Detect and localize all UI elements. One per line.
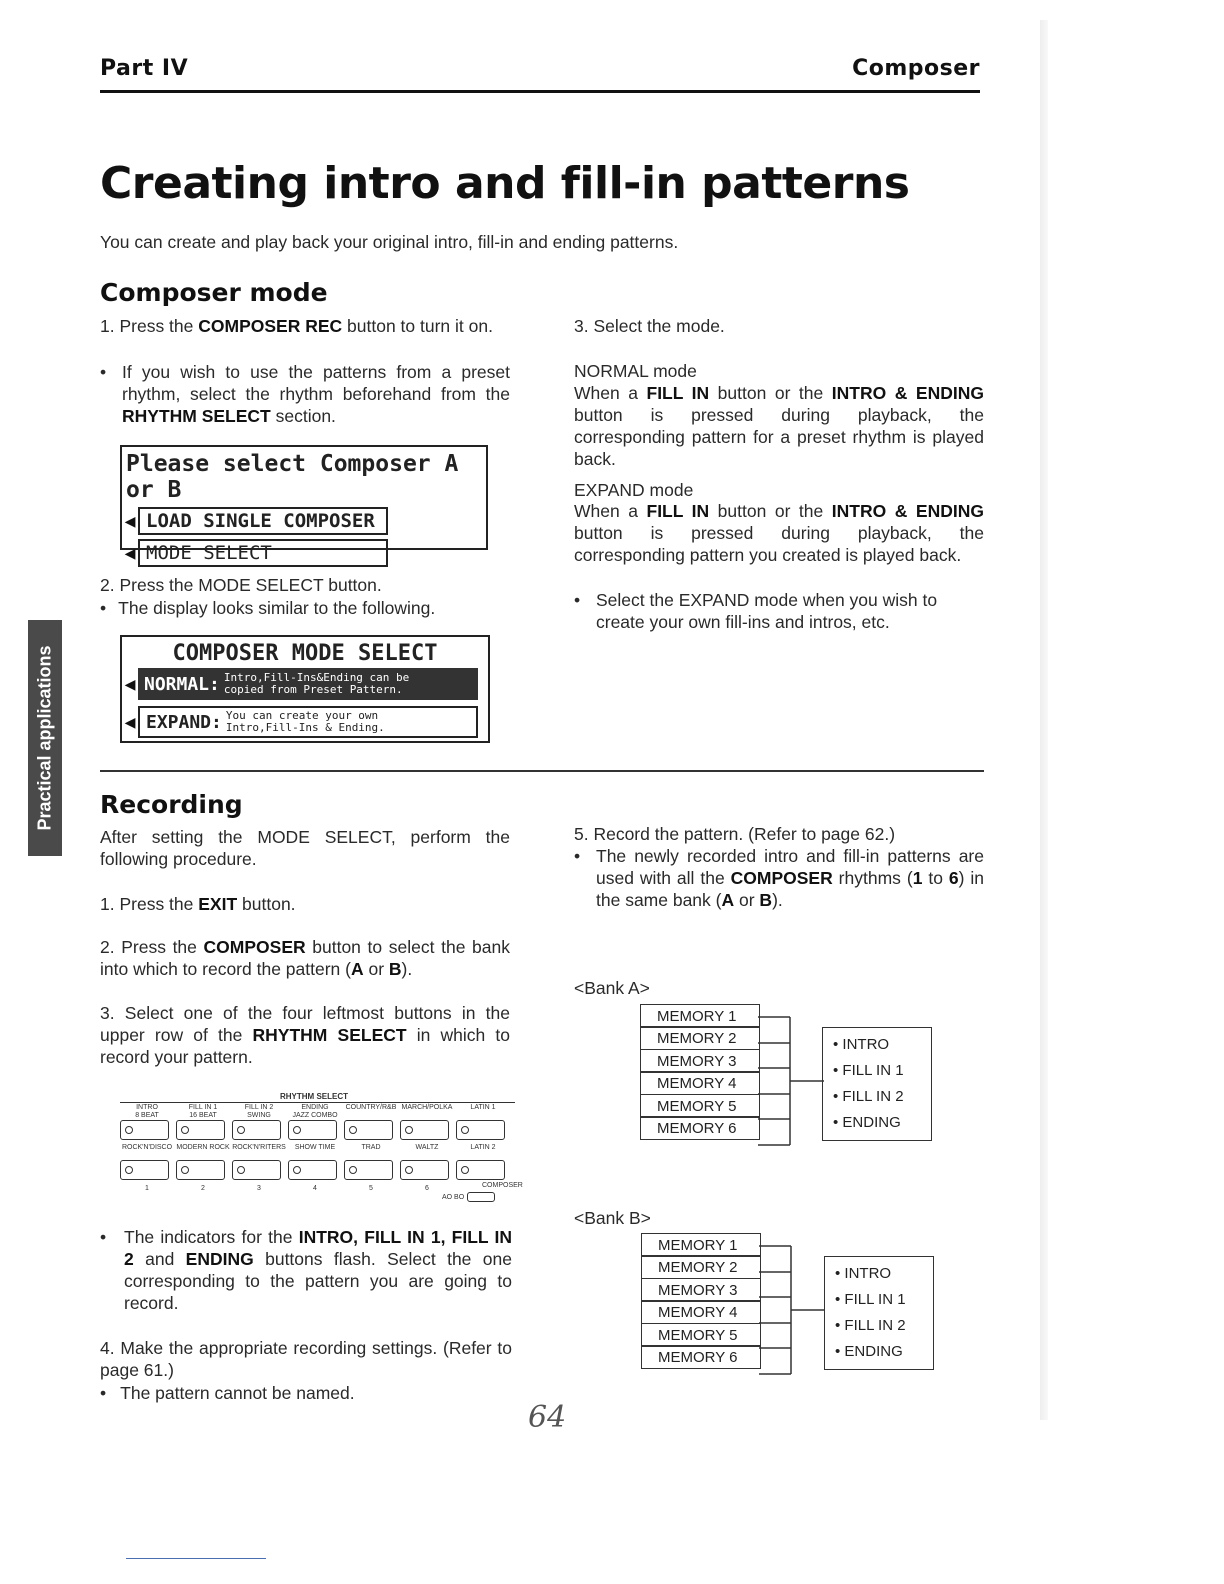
- rhythm-label: COUNTRY/R&B: [345, 1104, 397, 1111]
- recording-bullet1: • The indicators for the INTRO, FILL IN 1, FILL IN 2 and ENDING buttons flash. Select the one corresponding to the pattern you are going to record.: [100, 1227, 513, 1313]
- lcd2-expand-option[interactable]: EXPAND: You can create your own Intro,Fill-Ins & Ending.: [138, 706, 478, 738]
- expand-mode-title: EXPAND mode: [574, 480, 694, 500]
- rhythm-label: ROCK'N'DISCO: [121, 1144, 173, 1151]
- option-item: • ENDING: [833, 1114, 901, 1131]
- bank-b-memories: [641, 1234, 761, 1369]
- rhythm-label: TRAD: [361, 1144, 381, 1151]
- arrow-left-icon: ◀: [124, 711, 136, 733]
- composer-step3: 3. Select the mode.: [574, 316, 725, 336]
- expand-mode-desc: When a FILL IN button or the INTRO & ENDING button is pressed during playback, the corresponding pattern you created is played back.: [574, 501, 984, 565]
- option-item: • FILL IN 1: [835, 1291, 906, 1308]
- rhythm-label: INTRO 8 BEAT: [135, 1104, 159, 1119]
- bottom-rule: [126, 1558, 266, 1559]
- memory-item: MEMORY 6: [641, 1345, 761, 1369]
- rhythm-label: FILL IN 2 SWING: [244, 1104, 274, 1119]
- scan-edge: [1040, 20, 1048, 1420]
- rhythm-select-title: RHYTHM SELECT: [280, 1092, 348, 1101]
- rhythm-label: FILL IN 1 16 BEAT: [188, 1104, 218, 1119]
- rhythm-label: SHOW TIME: [294, 1144, 336, 1151]
- normal-mode-title: NORMAL mode: [574, 361, 697, 381]
- rhythm-button[interactable]: [120, 1120, 169, 1140]
- lcd1-line1: Please select Composer A or B: [126, 451, 459, 503]
- recording-intro: After setting the MODE SELECT, perform the following procedure.: [100, 827, 510, 869]
- option-item: • FILL IN 2: [833, 1088, 904, 1105]
- rhythm-label: WALTZ: [415, 1144, 439, 1151]
- rhythm-button[interactable]: [456, 1160, 505, 1180]
- bank-b-connector: [759, 1234, 829, 1384]
- header-rule: [100, 90, 980, 93]
- lcd2-normal-option[interactable]: NORMAL: Intro,Fill-Ins&Ending can be copied from Preset Pattern.: [138, 668, 478, 700]
- intro-text: You can create and play back your original intro, fill-in and ending patterns.: [100, 232, 679, 252]
- ab-label: AO BO: [442, 1193, 465, 1201]
- rhythm-select-cell: [232, 1144, 286, 1192]
- bank-a-label: <Bank A>: [574, 978, 650, 998]
- rhythm-number: 2: [201, 1185, 205, 1192]
- rhythm-label: MARCH/POLKA: [401, 1104, 453, 1111]
- lcd1-load-single-composer[interactable]: LOAD SINGLE COMPOSER: [138, 507, 388, 535]
- rhythm-select-cell: [400, 1144, 454, 1192]
- part-label: Part IV: [100, 56, 189, 81]
- recording-step5: 5. Record the pattern. (Refer to page 62.): [574, 824, 896, 844]
- composer-step2: 2. Press the MODE SELECT button.: [100, 575, 382, 595]
- rhythm-label: LATIN 2: [470, 1144, 496, 1151]
- rhythm-select-cell: [176, 1144, 230, 1192]
- memory-item: MEMORY 5: [640, 1094, 760, 1118]
- rhythm-number: 4: [313, 1185, 317, 1192]
- rhythm-button[interactable]: [176, 1120, 225, 1140]
- rhythm-label: LATIN 1: [470, 1104, 496, 1111]
- page-number: 64: [528, 1400, 567, 1435]
- composer-mode-heading: Composer mode: [100, 278, 328, 307]
- composer-label: COMPOSER: [482, 1182, 523, 1189]
- recording-bullet2: • The pattern cannot be named.: [100, 1383, 355, 1403]
- rhythm-button[interactable]: [176, 1160, 225, 1180]
- option-item: • INTRO: [835, 1265, 892, 1282]
- rhythm-button[interactable]: [120, 1160, 169, 1180]
- rhythm-label: ROCK'N'RITERS: [232, 1144, 286, 1151]
- option-item: • FILL IN 1: [833, 1062, 904, 1079]
- rhythm-select-cell: [344, 1104, 398, 1145]
- rhythm-number: 6: [425, 1185, 429, 1192]
- recording-bullet3: • The newly recorded intro and fill-in patterns are used with all the COMPOSER rhythms (1 to 6) in the same bank (A or B).: [574, 846, 985, 910]
- lcd1-mode-select[interactable]: MODE SELECT: [138, 539, 388, 567]
- side-tab-label: Practical applications: [34, 645, 55, 831]
- memory-item: MEMORY 4: [640, 1071, 760, 1095]
- rhythm-select-cell: [456, 1144, 510, 1185]
- rhythm-select-cell: [456, 1104, 510, 1145]
- rhythm-number: 5: [369, 1185, 373, 1192]
- arrow-left-icon: ◀: [124, 673, 136, 695]
- rhythm-select-cell: [344, 1144, 398, 1192]
- memory-item: MEMORY 3: [640, 1049, 760, 1073]
- memory-item: MEMORY 2: [640, 1026, 760, 1050]
- recording-heading: Recording: [100, 790, 243, 819]
- rhythm-button[interactable]: [400, 1120, 449, 1140]
- memory-item: MEMORY 1: [640, 1004, 760, 1028]
- composer-bullet2: • The display looks similar to the following.: [100, 598, 436, 618]
- rhythm-button[interactable]: [344, 1160, 393, 1180]
- arrow-left-icon: ◀: [124, 542, 136, 564]
- bank-a-memories: [640, 1005, 760, 1140]
- section-divider: [100, 770, 984, 772]
- composer-bullet1: • If you wish to use the patterns from a preset rhythm, select the rhythm beforehand from the RHYTHM SELECT section.: [100, 362, 510, 426]
- recording-step1: 1. Press the EXIT button.: [100, 894, 296, 914]
- rhythm-number: 1: [145, 1185, 149, 1192]
- rhythm-number: 3: [257, 1185, 261, 1192]
- rhythm-select-panel: [120, 1090, 523, 1210]
- recording-step3: 3. Select one of the four leftmost buttons in the upper row of the RHYTHM SELECT in which to record your pattern.: [100, 1003, 510, 1067]
- recording-step4: 4. Make the appropriate recording settings. (Refer to page 61.): [100, 1338, 512, 1380]
- rhythm-select-cell: [232, 1104, 286, 1145]
- rhythm-select-cell: [400, 1104, 454, 1145]
- option-item: • INTRO: [833, 1036, 890, 1053]
- rhythm-button[interactable]: [288, 1120, 337, 1140]
- rhythm-button[interactable]: [400, 1160, 449, 1180]
- option-item: • ENDING: [835, 1343, 903, 1360]
- composer-button[interactable]: [467, 1192, 495, 1202]
- normal-mode-desc: When a FILL IN button or the INTRO & ENDING button is pressed during playback, the corresponding pattern for a preset rhythm is played back.: [574, 383, 984, 469]
- memory-item: MEMORY 6: [640, 1116, 760, 1140]
- memory-item: MEMORY 2: [641, 1255, 761, 1279]
- option-item: • FILL IN 2: [835, 1317, 906, 1334]
- rhythm-select-cell: [120, 1144, 174, 1192]
- lcd-composer-mode-select: [120, 635, 490, 743]
- section-label: Composer: [852, 56, 980, 81]
- rhythm-label: MODERN ROCK: [176, 1144, 230, 1151]
- rhythm-button[interactable]: [232, 1160, 281, 1180]
- rhythm-select-cell: [120, 1104, 174, 1145]
- lcd-composer-select: [120, 445, 488, 564]
- rhythm-select-cell: [288, 1104, 342, 1145]
- rhythm-label: ENDING JAZZ COMBO: [292, 1104, 338, 1119]
- memory-item: MEMORY 5: [641, 1323, 761, 1347]
- arrow-left-icon: ◀: [124, 510, 136, 532]
- memory-item: MEMORY 3: [641, 1278, 761, 1302]
- bank-b-options: [824, 1256, 934, 1370]
- bank-a-options: [822, 1027, 932, 1141]
- composer-step1: 1. Press the COMPOSER REC button to turn it on.: [100, 316, 493, 336]
- recording-step2: 2. Press the COMPOSER button to select the bank into which to record the pattern (A or B).: [100, 937, 510, 979]
- rhythm-select-cell: [176, 1104, 230, 1145]
- rhythm-button[interactable]: [344, 1120, 393, 1140]
- memory-item: MEMORY 4: [641, 1300, 761, 1324]
- rhythm-button[interactable]: [232, 1120, 281, 1140]
- composer-bullet3: • Select the EXPAND mode when you wish to create your own fill-ins and intros, etc.: [574, 590, 938, 632]
- bank-a-connector: [758, 1005, 828, 1155]
- bank-b-label: <Bank B>: [574, 1208, 651, 1228]
- lcd2-title: COMPOSER MODE SELECT: [172, 641, 438, 666]
- rhythm-button[interactable]: [456, 1120, 505, 1140]
- rhythm-select-cell: [288, 1144, 342, 1192]
- rhythm-button[interactable]: [288, 1160, 337, 1180]
- page-title: Creating intro and fill-in patterns: [100, 158, 910, 209]
- memory-item: MEMORY 1: [641, 1233, 761, 1257]
